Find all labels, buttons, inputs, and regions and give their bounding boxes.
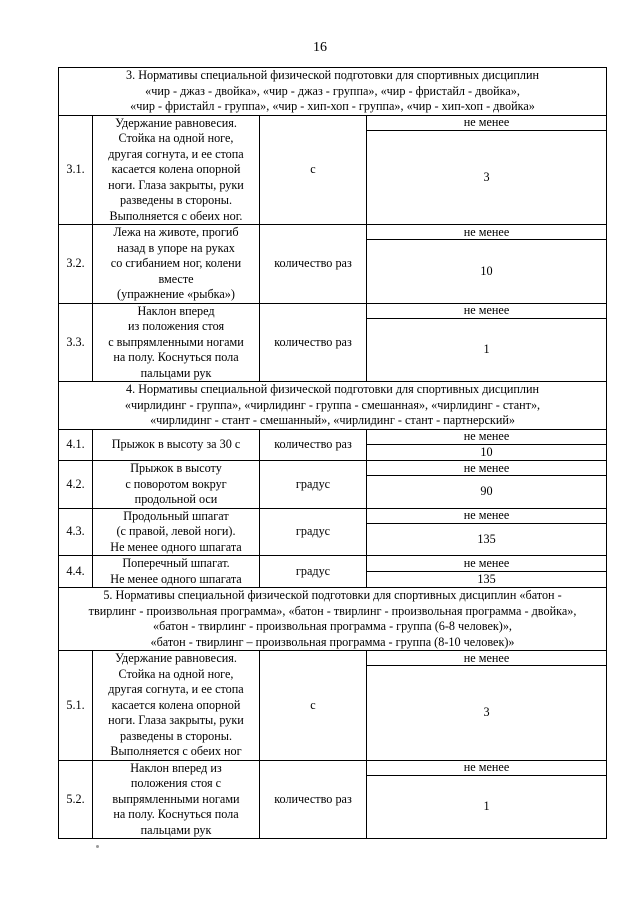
min-label: не менее [367,303,607,318]
table-row [59,115,607,130]
exercise-description: Лежа на животе, прогиб назад в упоре на руках со сгибанием ног, колени вместе (упражнение «рыбка») [93,225,260,304]
norm-value: 1 [367,318,607,382]
section-header [59,382,607,430]
row-number: 4.2. [59,461,93,509]
section-header [59,588,607,651]
section-title: 3. Нормативы специальной физической подготовки для спортивных дисциплин «чир - джаз - двойка», «чир - джаз - группа», «чир - фристайл - двойка», «чир - фристайл - группа», «чир - хип-хоп - группа», «чир - хип-хоп - двойка» [59,68,607,116]
unit: градус [260,508,367,556]
unit: градус [260,556,367,588]
unit: количество раз [260,225,367,304]
unit: с [260,115,367,225]
row-number: 3.2. [59,225,93,304]
unit: с [260,651,367,761]
table-row [59,225,607,240]
row-number: 5.1. [59,651,93,761]
unit: градус [260,461,367,509]
section-header [59,68,607,116]
min-label: не менее [367,429,607,444]
table-row [59,461,607,476]
norm-value: 135 [367,523,607,556]
table-row [59,651,607,666]
table-row [59,760,607,775]
exercise-description: Удержание равновесия. Стойка на одной ноге, другая согнута, и ее стопа касается колена опорной ноги. Глаза закрыты, руки разведены в стороны. Выполняется с обеих ног. [93,115,260,225]
min-label: не менее [367,760,607,775]
exercise-description: Наклон вперед из положения стоя с выпрямленными ногами на полу. Коснуться пола пальцами рук [93,760,260,839]
section-title: 4. Нормативы специальной физической подготовки для спортивных дисциплин «чирлидинг - группа», «чирлидинг - группа - смешанная», «чирлидинг - стант», «чирлидинг - стант - смешанный», «чирлидинг - стант - партнерский» [59,382,607,430]
min-label: не менее [367,556,607,572]
exercise-description: Прыжок в высоту за 30 с [93,429,260,461]
min-label: не менее [367,508,607,523]
min-label: не менее [367,651,607,666]
norm-value: 135 [367,572,607,588]
exercise-description: Поперечный шпагат. Не менее одного шпагата [93,556,260,588]
table-row [59,429,607,444]
row-number: 4.4. [59,556,93,588]
unit: количество раз [260,760,367,839]
exercise-description: Продольный шпагат (с правой, левой ноги). Не менее одного шпагата [93,508,260,556]
norm-value: 10 [367,240,607,304]
exercise-description: Удержание равновесия. Стойка на одной ноге, другая согнута, и ее стопа касается колена опорной ноги. Глаза закрыты, руки разведены в стороны. Выполняется с обеих ног [93,651,260,761]
min-label: не менее [367,115,607,130]
row-number: 5.2. [59,760,93,839]
table-row [59,556,607,572]
norm-value: 1 [367,775,607,839]
scan-speck [96,845,99,848]
min-label: не менее [367,461,607,476]
norm-value: 10 [367,444,607,461]
section-title: 5. Нормативы специальной физической подготовки для спортивных дисциплин «батон - твирлинг - произвольная программа», «батон - твирлинг - произвольная программа - двойка», «батон - твирлинг - произвольная программа - группа (6-8 человек)», «батон - твирлинг – произвольная программа - группа (8-10 человек)» [59,588,607,651]
row-number: 4.3. [59,508,93,556]
exercise-description: Наклон вперед из положения стоя с выпрямленными ногами на полу. Коснуться пола пальцами рук [93,303,260,382]
norm-value: 3 [367,130,607,225]
norm-value: 3 [367,666,607,761]
norm-value: 90 [367,476,607,509]
unit: количество раз [260,429,367,461]
row-number: 3.3. [59,303,93,382]
row-number: 4.1. [59,429,93,461]
table-row [59,508,607,523]
page-number: 16 [313,40,327,55]
exercise-description: Прыжок в высоту с поворотом вокруг продольной оси [93,461,260,509]
row-number: 3.1. [59,115,93,225]
min-label: не менее [367,225,607,240]
table-row [59,303,607,318]
norms-table [58,67,607,839]
unit: количество раз [260,303,367,382]
